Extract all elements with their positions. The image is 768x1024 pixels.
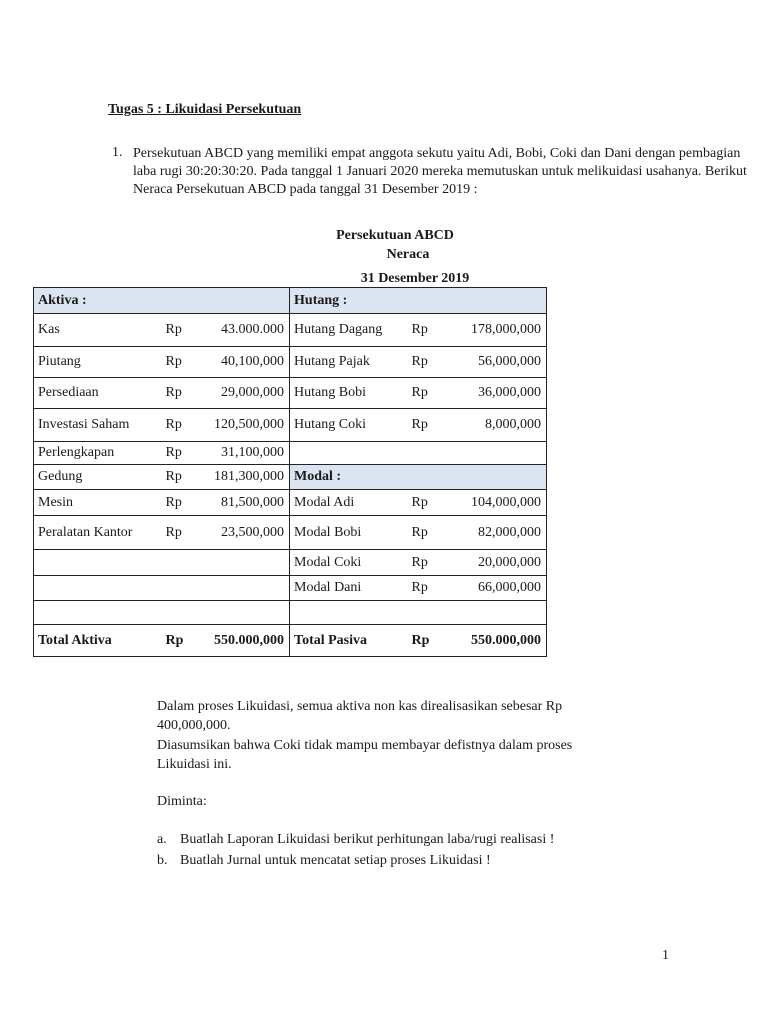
aktiva-amount: 120,500,000 — [200, 409, 290, 442]
total-pasiva-amount: 550.000,000 — [446, 625, 547, 657]
list-item-a-marker: a. — [157, 832, 167, 847]
total-aktiva-label: Total Aktiva — [34, 625, 166, 657]
diminta-label: Diminta: — [157, 794, 207, 809]
pasiva-rp: Rp — [412, 550, 446, 576]
aktiva-rp: Rp — [166, 378, 200, 409]
heading-company: Persekutuan ABCD — [336, 228, 454, 243]
pasiva-label: Modal Coki — [290, 550, 412, 576]
empty-cell — [34, 550, 290, 576]
question-number: 1. — [112, 145, 123, 160]
table-row — [34, 409, 547, 442]
table-header-row — [34, 288, 547, 314]
aktiva-label: Mesin — [34, 490, 166, 516]
pasiva-amount: 56,000,000 — [446, 347, 547, 378]
aktiva-label: Peralatan Kantor — [34, 516, 166, 550]
aktiva-amount: 81,500,000 — [200, 490, 290, 516]
pasiva-label: Modal Adi — [290, 490, 412, 516]
pasiva-rp: Rp — [412, 409, 446, 442]
table-row — [34, 550, 547, 576]
pasiva-amount: 82,000,000 — [446, 516, 547, 550]
pasiva-rp: Rp — [412, 576, 446, 601]
list-item-a-text: Buatlah Laporan Likuidasi berikut perhitungan laba/rugi realisasi ! — [180, 832, 555, 847]
heading-date: 31 Desember 2019 — [360, 271, 470, 286]
aktiva-label: Gedung — [34, 465, 166, 490]
pasiva-amount: 36,000,000 — [446, 378, 547, 409]
aktiva-label: Piutang — [34, 347, 166, 378]
aktiva-rp: Rp — [166, 442, 200, 465]
empty-cell — [34, 601, 290, 625]
total-aktiva-amount: 550.000,000 — [200, 625, 290, 657]
aktiva-rp: Rp — [166, 490, 200, 516]
table-row — [34, 576, 547, 601]
table-row — [34, 601, 547, 625]
aktiva-label: Perlengkapan — [34, 442, 166, 465]
paragraph-assumption: Diasumsikan bahwa Coki tidak mampu membayar defistnya dalam proses Likuidasi ini. — [157, 738, 573, 772]
aktiva-rp: Rp — [166, 409, 200, 442]
pasiva-rp: Rp — [412, 314, 446, 347]
list-item-b-marker: b. — [157, 853, 168, 868]
aktiva-label: Investasi Saham — [34, 409, 166, 442]
aktiva-label: Kas — [34, 314, 166, 347]
aktiva-header: Aktiva : — [34, 288, 290, 314]
paragraph-liquidation: Dalam proses Likuidasi, semua aktiva non kas direalisasikan sebesar Rp 400,000,000. — [157, 699, 563, 733]
aktiva-amount: 181,300,000 — [200, 465, 290, 490]
aktiva-rp: Rp — [166, 314, 200, 347]
pasiva-label: Hutang Bobi — [290, 378, 412, 409]
empty-cell — [290, 601, 547, 625]
aktiva-rp: Rp — [166, 347, 200, 378]
aktiva-amount: 43.000.000 — [200, 314, 290, 347]
pasiva-label: Hutang Pajak — [290, 347, 412, 378]
pasiva-label: Hutang Dagang — [290, 314, 412, 347]
pasiva-rp: Rp — [412, 347, 446, 378]
hutang-header: Hutang : — [290, 288, 547, 314]
empty-cell — [290, 442, 547, 465]
table-row — [34, 516, 547, 550]
pasiva-rp: Rp — [412, 516, 446, 550]
table-row — [34, 465, 547, 490]
table-row — [34, 442, 547, 465]
total-pasiva-label: Total Pasiva — [290, 625, 412, 657]
aktiva-amount: 29,000,000 — [200, 378, 290, 409]
aktiva-label: Persediaan — [34, 378, 166, 409]
list-item-b-text: Buatlah Jurnal untuk mencatat setiap proses Likuidasi ! — [180, 853, 491, 868]
table-row — [34, 490, 547, 516]
document-title: Tugas 5 : Likuidasi Persekutuan — [108, 102, 302, 117]
pasiva-amount: 178,000,000 — [446, 314, 547, 347]
pasiva-amount: 20,000,000 — [446, 550, 547, 576]
pasiva-label: Modal Bobi — [290, 516, 412, 550]
total-pasiva-rp: Rp — [412, 625, 446, 657]
pasiva-rp: Rp — [412, 490, 446, 516]
heading-report: Neraca — [386, 247, 430, 262]
modal-header: Modal : — [290, 465, 547, 490]
total-aktiva-rp: Rp — [166, 625, 200, 657]
pasiva-amount: 104,000,000 — [446, 490, 547, 516]
pasiva-rp: Rp — [412, 378, 446, 409]
aktiva-amount: 23,500,000 — [200, 516, 290, 550]
pasiva-amount: 66,000,000 — [446, 576, 547, 601]
table-row — [34, 378, 547, 409]
table-row — [34, 347, 547, 378]
aktiva-amount: 40,100,000 — [200, 347, 290, 378]
balance-sheet-table — [33, 287, 547, 657]
pasiva-label: Hutang Coki — [290, 409, 412, 442]
page-number: 1 — [662, 948, 669, 963]
pasiva-amount: 8,000,000 — [446, 409, 547, 442]
table-row — [34, 314, 547, 347]
total-row — [34, 625, 547, 657]
aktiva-rp: Rp — [166, 465, 200, 490]
aktiva-amount: 31,100,000 — [200, 442, 290, 465]
pasiva-label: Modal Dani — [290, 576, 412, 601]
empty-cell — [34, 576, 290, 601]
aktiva-rp: Rp — [166, 516, 200, 550]
question-text: Persekutuan ABCD yang memiliki empat anggota sekutu yaitu Adi, Bobi, Coki dan Dani dengan pembagian laba rugi 30:20:30:20. Pada tanggal 1 Januari 2020 mereka memutuskan untuk melikuidasi usahanya. Berikut Neraca Persekutuan ABCD pada tanggal 31 Desember 2019 : — [133, 146, 747, 197]
